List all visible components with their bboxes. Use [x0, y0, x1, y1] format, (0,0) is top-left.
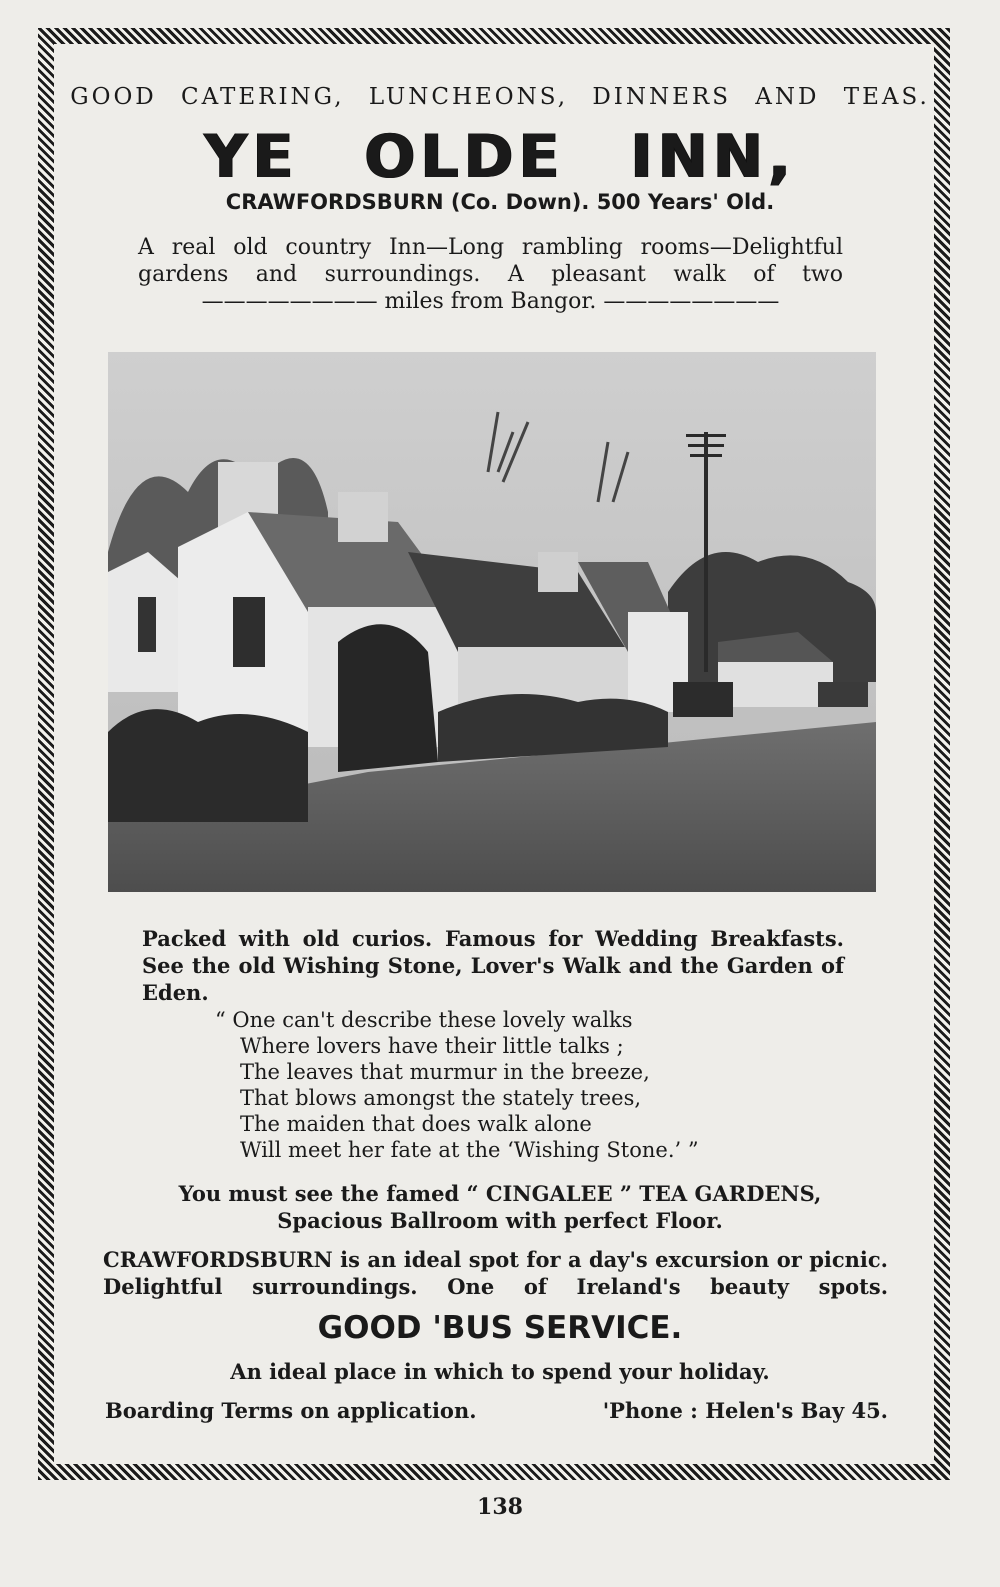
poem-line: The leaves that murmur in the breeze, [240, 1060, 650, 1084]
terms-row [105, 1398, 888, 1423]
inn-title: YE OLDE INN, [204, 122, 796, 192]
ballroom-line: Spacious Ballroom with perfect Floor. [277, 1208, 723, 1233]
curios-paragraph: Packed with old curios. Famous for Wedding Breakfasts. See the old Wishing Stone, Lover's Walk and the Garden of Eden. [142, 926, 844, 1005]
page-number: 138 [477, 1494, 523, 1520]
tea-gardens-line: You must see the famed “ CINGALEE ” TEA GARDENS, [178, 1181, 822, 1206]
poem-line: Where lovers have their little talks ; [240, 1034, 624, 1058]
tea-gardens-notice [60, 1180, 940, 1234]
crawfordsburn-paragraph: CRAWFORDSBURN is an ideal spot for a day's excursion or picnic. Delightful surroundings. One of Ireland's beauty spots. [103, 1247, 888, 1299]
boarding-terms: Boarding Terms on application. [105, 1398, 477, 1423]
inn-photograph [108, 352, 876, 892]
location-subtitle: CRAWFORDSBURN (Co. Down). 500 Years' Old. [225, 190, 775, 214]
bus-service-heading: GOOD 'BUS SERVICE. [317, 1310, 683, 1346]
poem-line: The maiden that does walk alone [240, 1112, 592, 1136]
catering-tagline: GOOD CATERING, LUNCHEONS, DINNERS AND TEAS. [70, 84, 930, 110]
holiday-line: An ideal place in which to spend your holiday. [230, 1359, 770, 1384]
wishing-stone-poem [215, 1007, 815, 1163]
phone-number: 'Phone : Helen's Bay 45. [602, 1398, 888, 1423]
poem-line: Will meet her fate at the ‘Wishing Stone.’ ” [240, 1138, 699, 1162]
poem-line: “ One can't describe these lovely walks [215, 1008, 633, 1032]
poem-line: That blows amongst the stately trees, [240, 1086, 642, 1110]
intro-paragraph: A real old country Inn—Long rambling rooms—Delightful gardens and surroundings. A pleasant walk of two ———————— miles from Bangor. ———————— [138, 235, 843, 314]
